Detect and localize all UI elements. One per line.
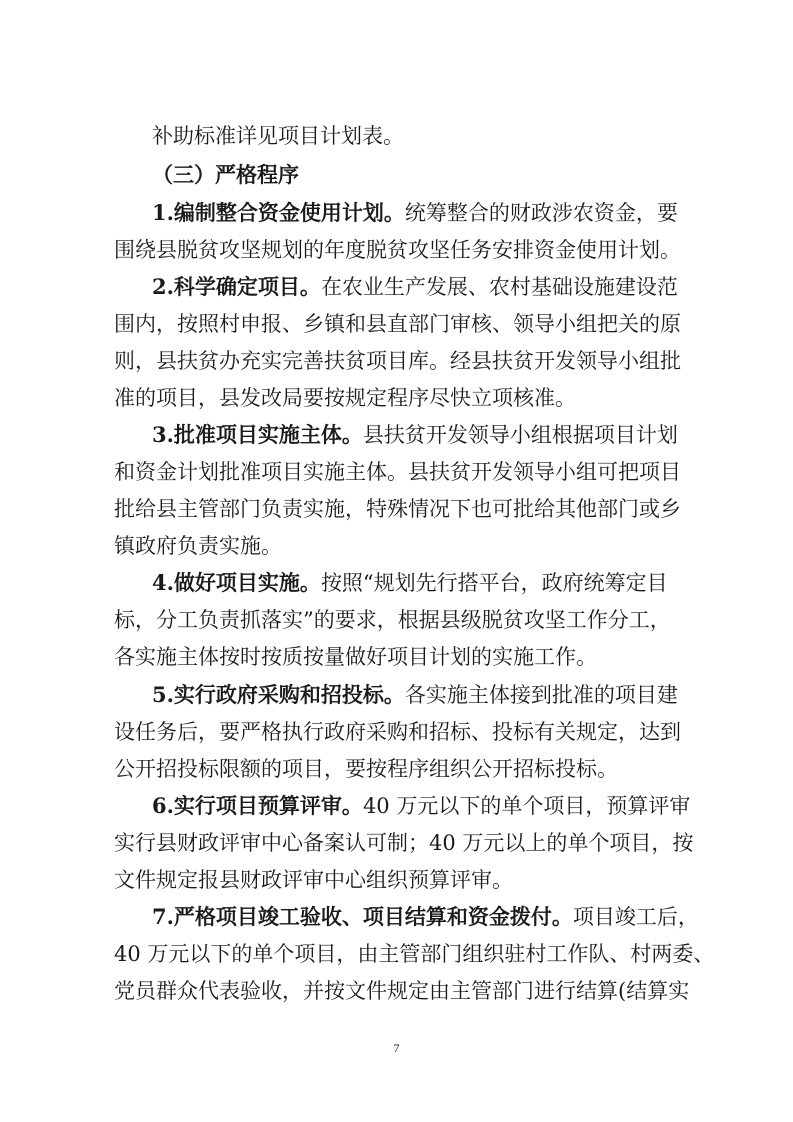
item-5-line-2: 设任务后，要严格执行政府采购和招标、投标有关规定，达到 xyxy=(114,720,681,744)
item-6-line-3: 文件规定报县财政评审中心组织预算评审。 xyxy=(114,868,513,892)
item-1-text: 统筹整合的财政涉农资金，要 xyxy=(404,201,678,225)
item-2-text: 在农业生产发展、农村基础设施建设范 xyxy=(320,275,678,299)
item-6-title: 6.实行项目预算评审。 xyxy=(152,793,363,818)
item-3-line-4: 镇政府负责实施。 xyxy=(114,534,282,558)
item-2-line-1 xyxy=(152,273,678,301)
item-7-line-2: 40 万元以下的单个项目，由主管部门组织驻村工作队、村两委、 xyxy=(114,942,715,966)
item-7-text: 项目竣工后， xyxy=(572,905,699,929)
item-7-line-3: 党员群众代表验收，并按文件规定由主管部门进行结算(结算实 xyxy=(114,979,690,1003)
item-4-text: 按照“规划先行搭平台，政府统筹定目 xyxy=(320,571,668,595)
item-4-title: 4.做好项目实施。 xyxy=(152,570,321,595)
item-2-line-3: 则，县扶贫办充实完善扶贫项目库。经县扶贫开发领导小组批 xyxy=(114,349,681,373)
item-1-line-1 xyxy=(152,199,678,227)
item-2-line-4: 准的项目，县发改局要按规定程序尽快立项核准。 xyxy=(114,386,576,410)
item-5-title: 5.实行政府采购和招投标。 xyxy=(152,682,405,707)
item-1-line-2: 围绕县脱贫攻坚规划的年度脱贫攻坚任务安排资金使用计划。 xyxy=(114,238,681,262)
item-5-text: 各实施主体接到批准的项目建 xyxy=(404,683,678,707)
intro-paragraph: 补助标准详见项目计划表。 xyxy=(152,124,404,148)
item-6-line-1 xyxy=(152,792,690,820)
section-heading: （三）严格程序 xyxy=(152,162,299,187)
item-6-line-2: 实行县财政评审中心备案认可制；40 万元以上的单个项目，按 xyxy=(114,831,694,855)
item-3-title: 3.批准项目实施主体。 xyxy=(152,422,363,447)
item-3-text: 县扶贫开发领导小组根据项目计划 xyxy=(362,423,678,447)
item-4-line-2: 标，分工负责抓落实”的要求，根据县级脱贫攻坚工作分工， xyxy=(114,608,671,632)
item-2-line-2: 围内，按照村申报、乡镇和县直部门审核、领导小组把关的原 xyxy=(114,312,681,336)
item-4-line-1 xyxy=(152,569,668,597)
item-6-text: 40 万元以下的单个项目，预算评审 xyxy=(362,794,691,818)
item-3-line-1 xyxy=(152,421,678,449)
item-7-title: 7.严格项目竣工验收、项目结算和资金拨付。 xyxy=(152,904,573,929)
item-3-line-3: 批给县主管部门负责实施，特殊情况下也可批给其他部门或乡 xyxy=(114,497,681,521)
item-3-line-2: 和资金计划批准项目实施主体。县扶贫开发领导小组可把项目 xyxy=(114,460,681,484)
item-1-title: 1.编制整合资金使用计划。 xyxy=(152,200,405,225)
item-2-title: 2.科学确定项目。 xyxy=(152,274,321,299)
item-7-line-1 xyxy=(152,903,699,931)
item-4-line-3: 各实施主体按时按质按量做好项目计划的实施工作。 xyxy=(114,645,597,669)
item-5-line-1 xyxy=(152,681,678,709)
item-5-line-3: 公开招投标限额的项目，要按程序组织公开招标投标。 xyxy=(114,757,618,781)
page-number: 7 xyxy=(393,1041,400,1055)
